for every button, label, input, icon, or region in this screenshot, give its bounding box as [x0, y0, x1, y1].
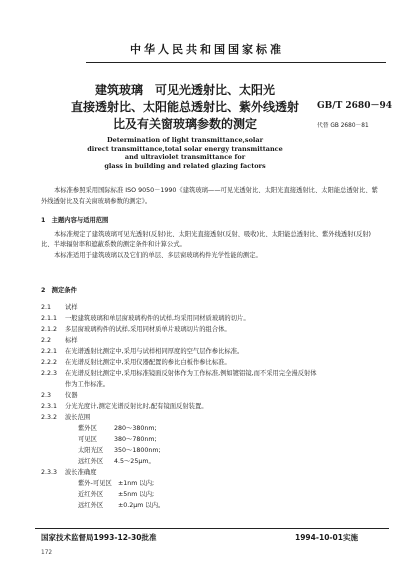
- clause-number: 2.3.2: [41, 414, 58, 421]
- en-title-line-1: Determination of light transmittance,solar: [106, 136, 264, 144]
- wavelength-range-row: [78, 423, 157, 432]
- en-title-line-2: direct transmittance,total solar energy transmittance: [87, 144, 283, 153]
- clause-text: 波长准确度: [65, 469, 97, 476]
- clause-row: [41, 467, 96, 476]
- accuracy-row: [78, 478, 154, 487]
- clause-row: [41, 412, 90, 421]
- page-number: 172: [41, 550, 53, 556]
- accuracy-row: [78, 489, 154, 498]
- accuracy-value: ±1nm 以内;: [118, 480, 155, 487]
- title-line-1: 建筑玻璃 可见光透射比、太阳光: [94, 83, 275, 97]
- accuracy-label: 紫外-可见区: [78, 480, 112, 487]
- clause-row: [41, 335, 78, 344]
- clause-number: 2.3: [41, 392, 52, 399]
- en-title-line-4: glass in building and related glazing factors: [104, 162, 266, 171]
- range-label: 远红外区: [78, 458, 104, 465]
- clause-text: 在光谱反射比测定中,采用仪器配置的参比白板作参比标准。: [65, 359, 231, 366]
- clause-number: 2.1.2: [41, 326, 58, 333]
- clause-row: [41, 401, 208, 410]
- approval-date: 国家技术监督局1993-12-30批准: [41, 533, 157, 542]
- implementation-date: 1994-10-01实施: [295, 533, 358, 542]
- accuracy-row: [78, 500, 164, 509]
- clause-row: [41, 390, 78, 399]
- range-label: 紫外区: [78, 425, 97, 432]
- accuracy-value: ±5nm 以内;: [118, 491, 155, 498]
- clause-number: 2.1.1: [41, 315, 58, 322]
- section-1-heading: 1 主题内容与适用范围: [41, 217, 109, 224]
- en-title-line-3: and ultraviolet transmittance for: [124, 153, 246, 162]
- clause-number: 2.2: [41, 337, 52, 344]
- clause-row: [41, 379, 109, 388]
- range-label: 太阳光区: [78, 447, 104, 454]
- national-standard-heading: 中华人民共和国国家标准: [130, 43, 284, 56]
- clause-number: 2.2.2: [41, 359, 58, 366]
- clause-row: [41, 302, 78, 311]
- accuracy-label: 远红外区: [78, 502, 104, 509]
- clause-row: [41, 346, 243, 355]
- clause-text: 在光谱反射比测定中,采用标准镜面反射体作为工作标准,例如镀铝镜,而不采用完全漫反射体: [65, 370, 317, 377]
- clause-number: 2.2.3: [41, 370, 58, 377]
- clause-text: 一般建筑玻璃和单层窗玻璃构件的试样,均采用同材质玻璃的切片。: [65, 315, 250, 322]
- range-value: 280～380nm;: [114, 425, 157, 432]
- wavelength-range-row: [78, 434, 157, 443]
- intro-block: [41, 186, 381, 207]
- range-value: 350～1800nm;: [114, 447, 161, 454]
- accuracy-value: ±0.2μm 以内。: [118, 502, 165, 509]
- title-line-2: 直接透射比、太阳能总透射比、紫外线透射: [70, 100, 299, 114]
- clause-number: 2.1: [41, 304, 52, 311]
- clause-row: [41, 368, 317, 377]
- chinese-title: [60, 82, 310, 133]
- section-2-heading-block: [41, 286, 381, 297]
- clause-row: [41, 324, 231, 333]
- clause-text: 试样: [65, 304, 78, 311]
- section-1-paragraph-1: 本标准规定了建筑玻璃可见光透射(反射)比、太阳光直接透射(反射、吸收)比、太阳能总透射比、紫外线透射(反射)比、半球辐射率和遮蔽系数的测定条件和计算公式。: [41, 230, 371, 248]
- clause-text: 分光光度计,测定光谱反射比时,配有镜面反射装置。: [65, 403, 208, 410]
- clause-text: 标样: [65, 337, 78, 344]
- english-title: [60, 136, 310, 171]
- standard-code: GB/T 2680－94: [317, 101, 392, 111]
- range-value: 4.5～25μm。: [114, 458, 155, 465]
- footer-rule: [35, 528, 389, 529]
- clause-row: [41, 313, 250, 322]
- clause-number: 2.2.1: [41, 348, 58, 355]
- accuracy-label: 近红外区: [78, 491, 104, 498]
- header-rule: [86, 62, 386, 63]
- range-label: 可见区: [78, 436, 97, 443]
- wavelength-range-row: [78, 456, 155, 465]
- clause-text: 多层窗玻璃构件的试样,采用同材质单片玻璃切片的组合体。: [65, 326, 231, 333]
- clause-text: 仪器: [65, 392, 78, 399]
- section-2-heading: 2 测定条件: [41, 287, 77, 294]
- wavelength-range-row: [78, 445, 161, 454]
- range-value: 380～780nm;: [114, 436, 157, 443]
- clause-row: [41, 357, 231, 366]
- clause-number: 2.3.3: [41, 469, 58, 476]
- clause-text: 作为工作标准。: [65, 381, 110, 388]
- clause-text: 在光谱透射比测定中,采用与试样相同厚度的空气层作参比标准。: [65, 348, 244, 355]
- replaces-note: 代替 GB 2680－81: [317, 123, 369, 129]
- clause-number: 2.3.1: [41, 403, 58, 410]
- section-1-paragraph-2: 本标准适用于建筑玻璃以及它们的单层、多层窗玻璃构件光学性能的测定。: [54, 251, 262, 259]
- clause-text: 波长范围: [65, 414, 91, 421]
- title-line-3: 比及有关窗玻璃参数的测定: [112, 117, 257, 131]
- intro-paragraph: 本标准参照采用国际标准 ISO 9050－1990《建筑玻璃——可见光透射比、太阳光直接透射比、太阳能总透射比、紫外线透射比及有关窗玻璃参数的测定》。: [41, 187, 378, 205]
- section-1: [41, 216, 381, 261]
